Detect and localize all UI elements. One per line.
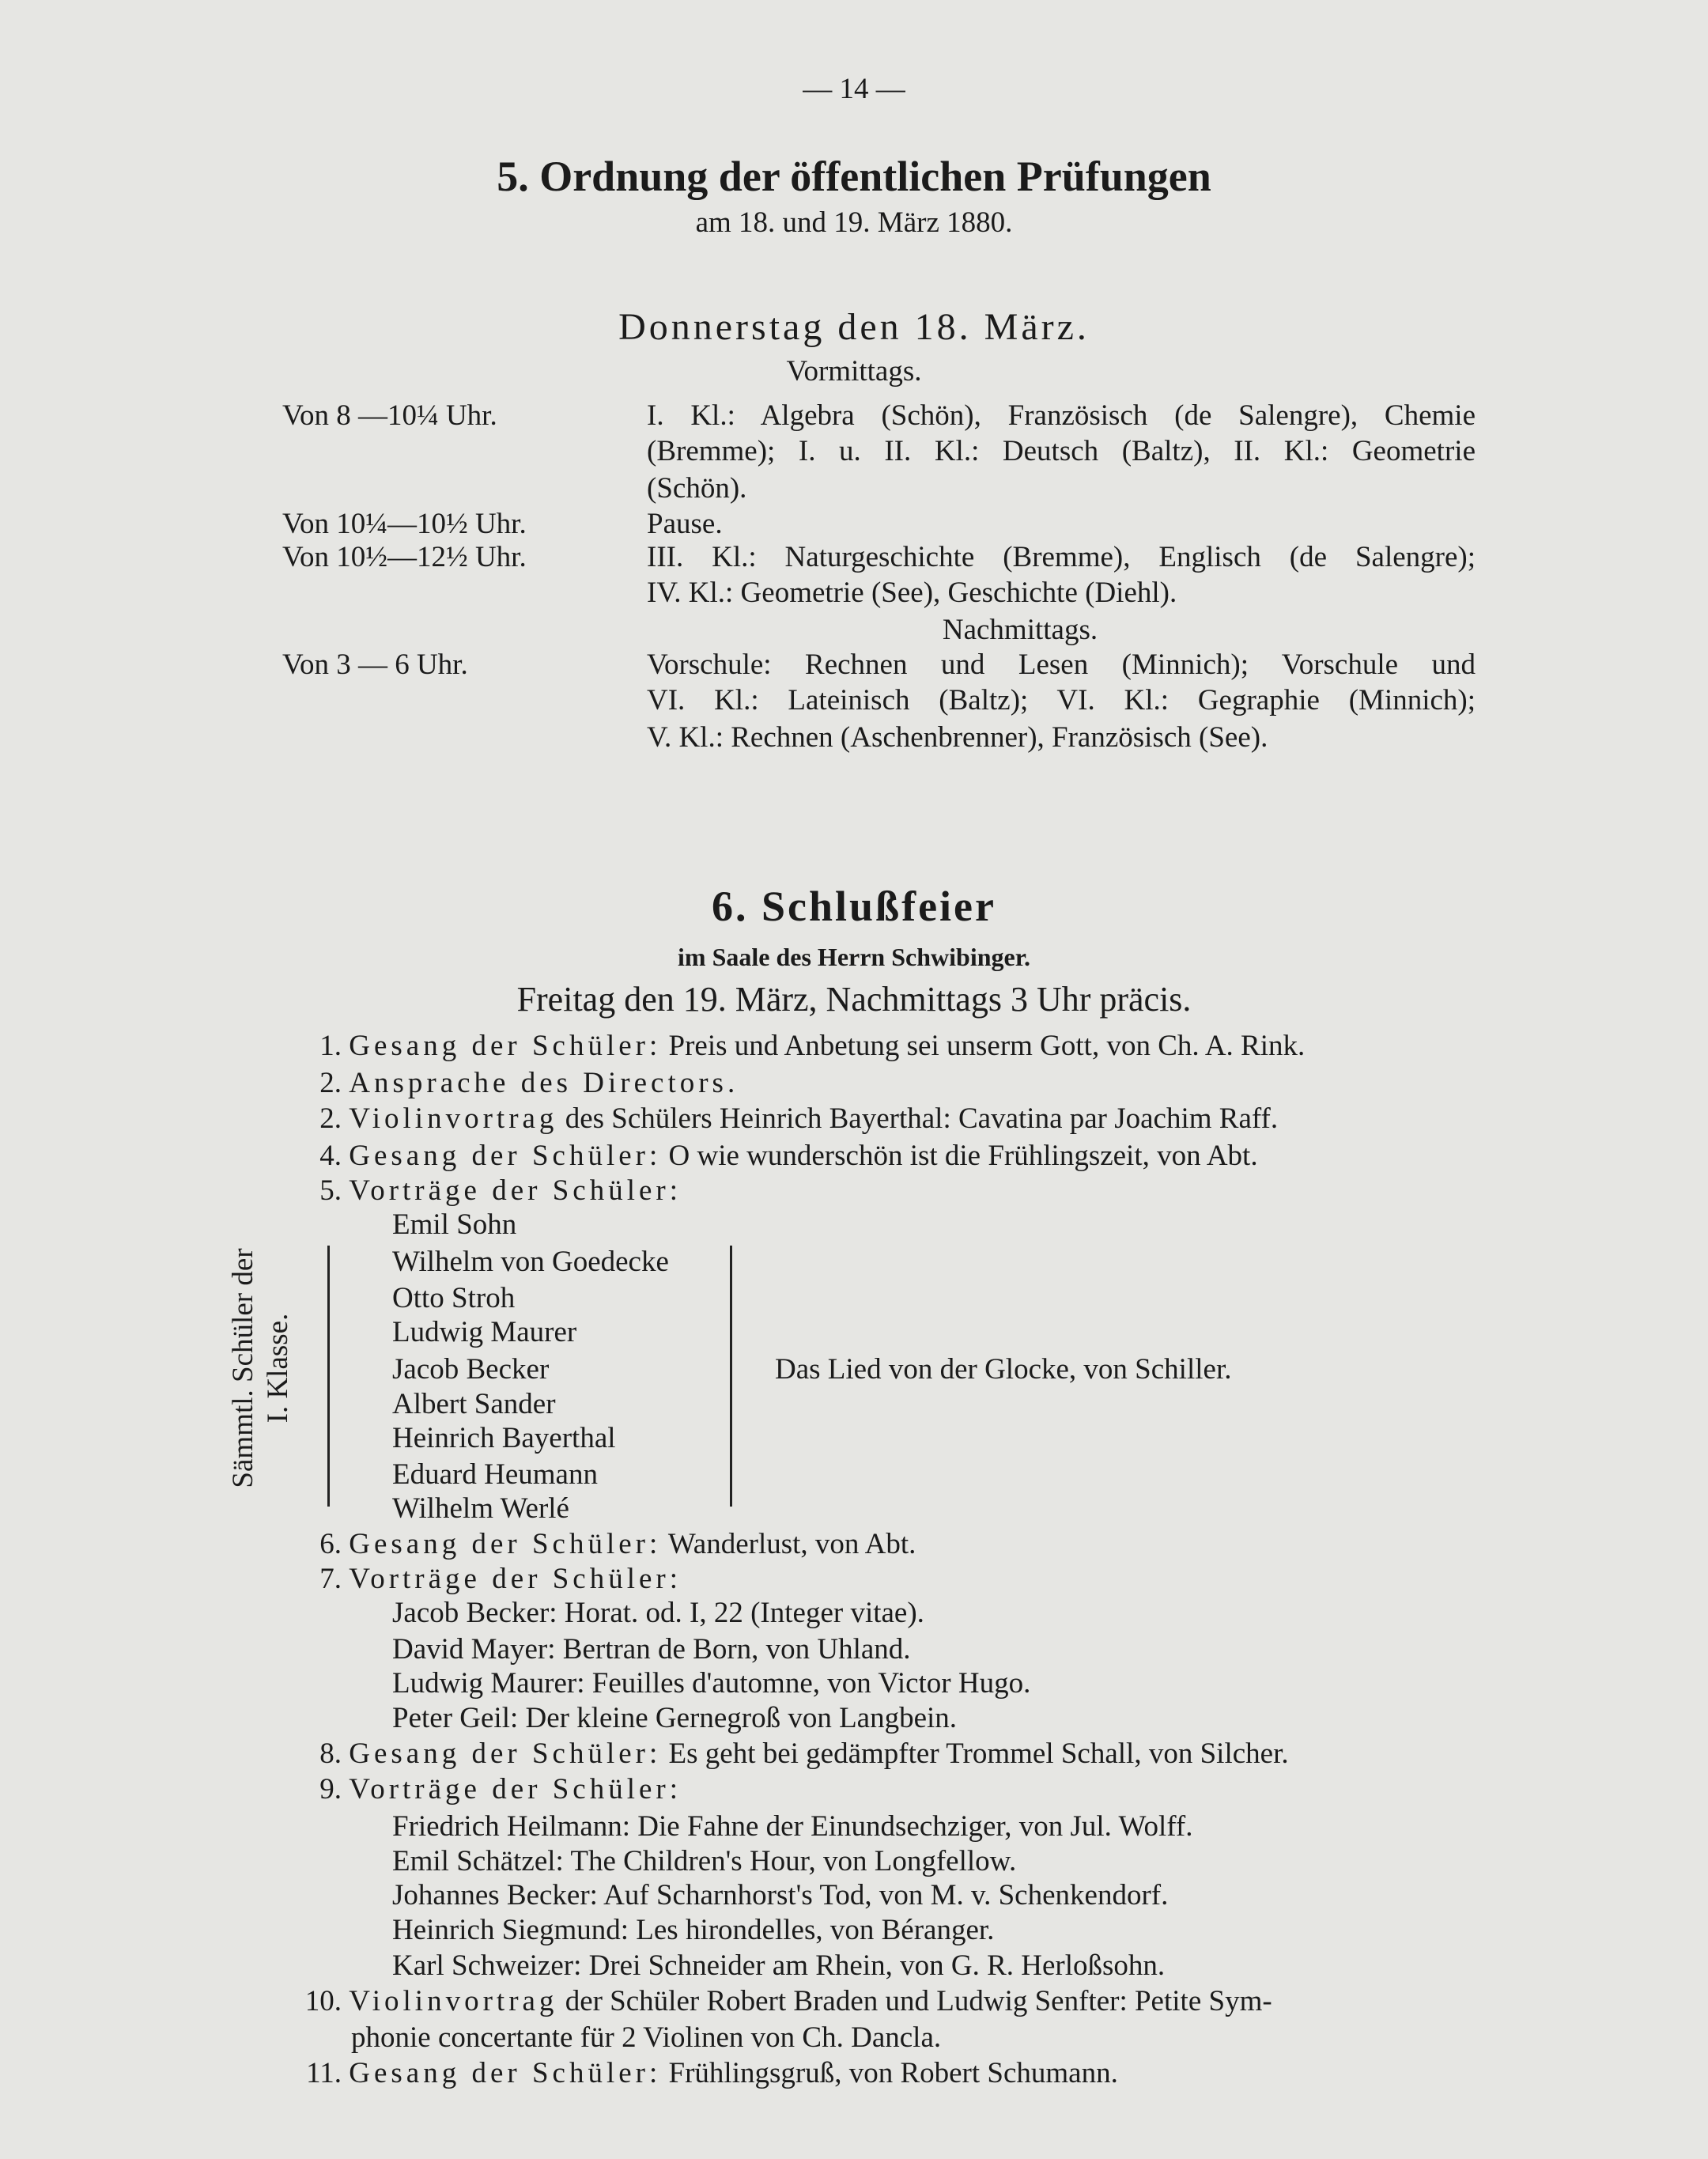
slot-line: Vorschule: Rechnen und Lesen (Minnich); Vorschule und (647, 648, 1476, 681)
section-6-title: 6. Schlußfeier (712, 883, 996, 930)
recitation: Karl Schweizer: Drei Schneider am Rhein, von G. R. Herloßsohn. (392, 1949, 1166, 1982)
program-item: 10. Violinvortrag der Schüler Robert Braden und Ludwig Senfter: Petite Sym- (304, 1985, 1272, 2017)
program-item: 9. Vorträge der Schüler: (319, 1773, 682, 1805)
slot-line: IV. Kl.: Geometrie (See), Geschichte (Diehl). (647, 577, 1177, 609)
recitation: Ludwig Maurer: Feuilles d'automne, von Victor Hugo. (392, 1667, 1031, 1700)
class-name: Ludwig Maurer (392, 1316, 577, 1348)
class-piece: Das Lied von der Glocke, von Schiller. (775, 1353, 1232, 1386)
day-heading: Donnerstag den 18. März. (618, 306, 1090, 348)
class-name: Albert Sander (392, 1388, 556, 1420)
class-name: Heinrich Bayerthal (392, 1422, 616, 1454)
class-name: Jacob Becker (392, 1353, 550, 1386)
slot-time: Von 8 —10¼ Uhr. (282, 399, 497, 432)
right-bracket (730, 1246, 732, 1507)
slot-line: (Bremme); I. u. II. Kl.: Deutsch (Baltz), II. Kl.: Geometrie (647, 435, 1476, 467)
class-label: Sämmtl. Schüler der I. Klasse. (227, 1248, 294, 1488)
program-item: 1. Gesang der Schüler: Preis und Anbetung sei unserm Gott, von Ch. A. Rink. (319, 1030, 1306, 1062)
program-item-continued: phonie concertante für 2 Violinen von Ch. Dancla. (351, 2021, 942, 2054)
slot-line: III. Kl.: Naturgeschichte (Bremme), Englisch (de Salengre); (647, 541, 1476, 573)
slot-line: VI. Kl.: Lateinisch (Baltz); VI. Kl.: Gegraphie (Minnich); (647, 684, 1476, 717)
section-6-date: Freitag den 19. März, Nachmittags 3 Uhr präcis. (516, 980, 1192, 1019)
class-name: Wilhelm von Goedecke (392, 1246, 669, 1278)
recitation: Emil Schätzel: The Children's Hour, von Longfellow. (392, 1845, 1017, 1877)
program-item: 2. Ansprache des Directors. (319, 1067, 739, 1099)
program-item: 11. Gesang der Schüler: Frühlingsgruß, von Robert Schumann. (306, 2057, 1118, 2089)
recitation: Friedrich Heilmann: Die Fahne der Einundsechziger, von Jul. Wolff. (392, 1810, 1193, 1843)
page-number: — 14 — (803, 73, 905, 105)
program-item: 4. Gesang der Schüler: O wie wunderschön ist die Frühlingszeit, von Abt. (319, 1140, 1258, 1172)
program-item: 7. Vorträge der Schüler: (319, 1563, 682, 1595)
program-item: 8. Gesang der Schüler: Es geht bei gedämpfter Trommel Schall, von Silcher. (319, 1737, 1289, 1770)
slot-time: Von 3 — 6 Uhr. (282, 648, 468, 681)
recitation: Heinrich Siegmund: Les hirondelles, von Béranger. (392, 1914, 995, 1946)
class-name: Otto Stroh (392, 1282, 516, 1314)
slot-line: V. Kl.: Rechnen (Aschenbrenner), Französisch (See). (647, 721, 1268, 754)
section-5-title: 5. Ordnung der öffentlichen Prüfungen (497, 153, 1211, 200)
program-item: 6. Gesang der Schüler: Wanderlust, von Abt. (319, 1528, 916, 1560)
recitation: Peter Geil: Der kleine Gernegroß von Langbein. (392, 1702, 958, 1734)
afternoon-label: Nachmittags. (942, 614, 1098, 646)
program-item: 5. Vorträge der Schüler: (319, 1174, 682, 1207)
slot-line: I. Kl.: Algebra (Schön), Französisch (de Salengre), Chemie (647, 399, 1476, 432)
slot-line: Pause. (647, 508, 723, 540)
section-5-subtitle: am 18. und 19. März 1880. (695, 206, 1013, 239)
morning-label: Vormittags. (786, 355, 922, 388)
slot-time: Von 10¼—10½ Uhr. (282, 508, 527, 540)
program-item: 2. Violinvortrag des Schülers Heinrich Bayerthal: Cavatina par Joachim Raff. (319, 1102, 1279, 1135)
recitation: Johannes Becker: Auf Scharnhorst's Tod, von M. v. Schenkendorf. (392, 1879, 1169, 1911)
class-name: Wilhelm Werlé (392, 1492, 569, 1525)
left-bracket (327, 1246, 330, 1507)
slot-time: Von 10½—12½ Uhr. (282, 541, 527, 573)
class-name: Emil Sohn (392, 1208, 517, 1241)
recitation: Jacob Becker: Horat. od. I, 22 (Integer vitae). (392, 1597, 924, 1629)
slot-line: (Schön). (647, 472, 747, 505)
recitation: David Mayer: Bertran de Born, von Uhland. (392, 1633, 911, 1666)
class-name: Eduard Heumann (392, 1458, 598, 1491)
section-6-location: im Saale des Herrn Schwibinger. (678, 943, 1030, 971)
